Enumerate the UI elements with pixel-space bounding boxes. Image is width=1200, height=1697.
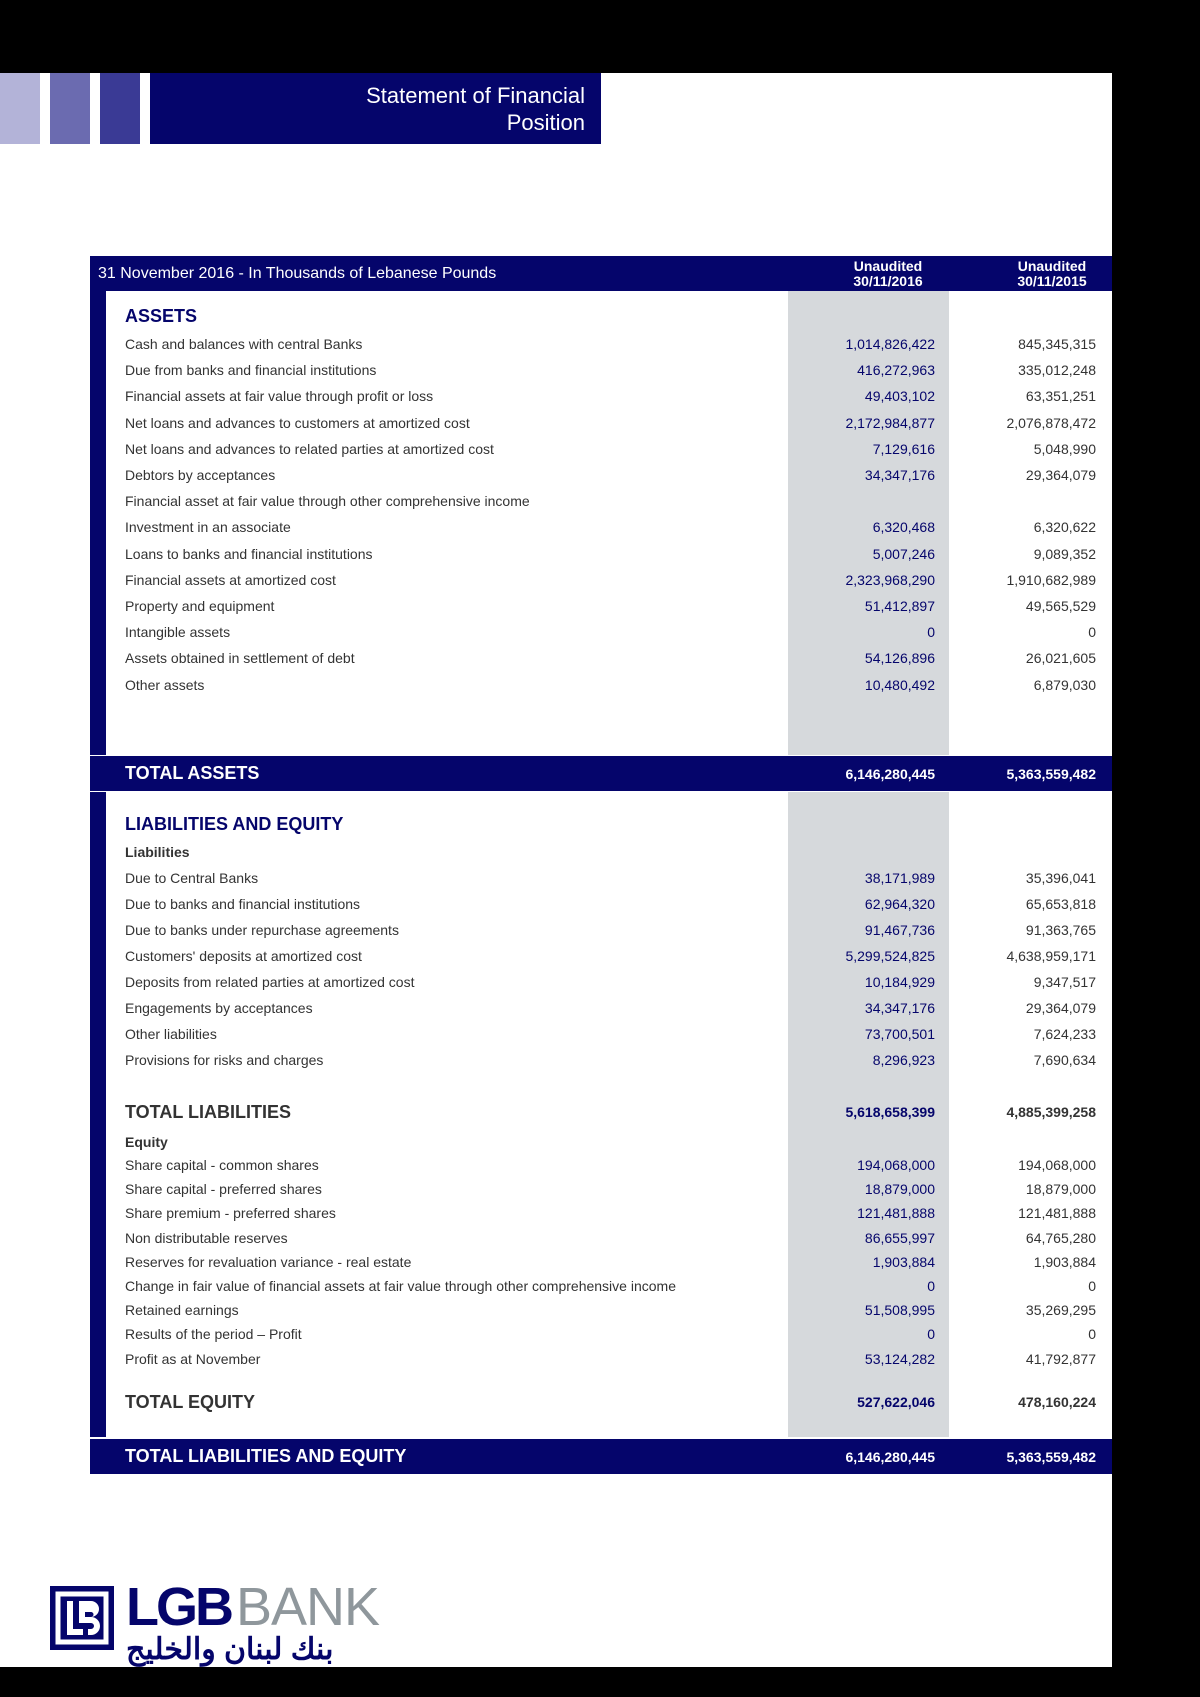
liability-value-2016: 73,700,501 (864, 1026, 935, 1042)
equity-row (0, 1302, 1112, 1326)
asset-value-2016: 6,320,468 (872, 519, 935, 536)
asset-value-2015: 335,012,248 (1018, 362, 1096, 379)
asset-label: Financial asset at fair value through other comprehensive income (125, 493, 530, 510)
equity-value-2016: 51,508,995 (864, 1302, 935, 1319)
liability-value-2015: 9,347,517 (1033, 974, 1096, 990)
equity-value-2015: 35,269,295 (1025, 1302, 1096, 1319)
logo-bank-text: BANK (236, 1577, 380, 1637)
asset-label: Other assets (125, 676, 205, 693)
asset-label: Cash and balances with central Banks (125, 336, 363, 352)
liability-row (0, 1000, 1112, 1024)
equity-row (0, 1254, 1112, 1278)
asset-label: Intangible assets (125, 624, 231, 641)
liability-label: Other liabilities (125, 1026, 217, 1042)
lgb-bank-logo (50, 1577, 390, 1667)
equity-row (0, 1205, 1112, 1229)
total-equity-row (0, 1392, 1112, 1416)
asset-value-2016: 54,126,896 (864, 650, 935, 667)
liability-value-2016: 10,184,929 (864, 974, 935, 990)
equity-value-2016: 53,124,282 (864, 1350, 935, 1367)
equity-value-2015: 64,765,280 (1025, 1229, 1096, 1246)
column-header-2015-status: Unaudited (1017, 258, 1087, 274)
asset-value-2015: 2,076,878,472 (1006, 414, 1096, 431)
liability-label: Engagements by acceptances (125, 1000, 313, 1016)
asset-row (0, 362, 1112, 386)
asset-row (0, 415, 1112, 439)
asset-value-2015: 6,879,030 (1033, 676, 1096, 693)
equity-value-2015: 0 (1088, 1326, 1096, 1343)
assets-heading: ASSETS (125, 306, 198, 326)
total-assets-2016: 6,146,280,445 (845, 766, 935, 782)
liability-value-2015: 7,690,634 (1033, 1052, 1096, 1068)
liability-row (0, 974, 1112, 998)
column-header-2016-date: 30/11/2016 (853, 273, 923, 289)
liability-label: Deposits from related parties at amortized cost (125, 974, 415, 990)
asset-value-2015: 5,048,990 (1033, 440, 1096, 457)
equity-value-2016: 194,068,000 (857, 1157, 935, 1173)
liability-value-2016: 34,347,176 (864, 1000, 935, 1016)
liability-value-2016: 62,964,320 (864, 896, 935, 912)
liability-row (0, 870, 1112, 894)
liability-value-2016: 5,299,524,825 (845, 948, 935, 964)
liability-value-2016: 8,296,923 (872, 1052, 935, 1068)
asset-label: Property and equipment (125, 598, 275, 614)
liability-value-2015: 65,653,818 (1025, 896, 1096, 912)
liability-label: Due to Central Banks (125, 870, 259, 886)
asset-label: Financial assets at amortized cost (125, 571, 336, 588)
asset-label: Investment in an associate (125, 519, 291, 536)
equity-value-2016: 1,903,884 (872, 1253, 935, 1270)
liability-value-2016: 38,171,989 (864, 870, 935, 886)
asset-value-2016: 34,347,176 (864, 467, 935, 483)
equity-label: Results of the period – Profit (125, 1326, 302, 1343)
total-assets-row (90, 756, 1112, 791)
equity-row (0, 1230, 1112, 1254)
asset-value-2016: 7,129,616 (872, 440, 935, 457)
logo-lgb-text: LGB (126, 1577, 231, 1637)
total-equity-2015: 478,160,224 (1018, 1394, 1096, 1410)
asset-row (0, 467, 1112, 491)
asset-value-2015: 6,320,622 (1033, 519, 1096, 536)
asset-label: Net loans and advances to related parties at amortized cost (125, 440, 494, 457)
equity-subheading: Equity (125, 1134, 168, 1150)
asset-value-2015: 845,345,315 (1018, 336, 1096, 352)
decor-square-light (0, 73, 40, 144)
equity-label: Retained earnings (125, 1302, 239, 1319)
total-liabilities-equity-label: TOTAL LIABILITIES AND EQUITY (125, 1446, 407, 1466)
asset-value-2016: 10,480,492 (864, 676, 935, 693)
equity-value-2016: 18,879,000 (864, 1181, 935, 1198)
asset-label: Loans to banks and financial institutions (125, 545, 373, 562)
equity-label: Reserves for revaluation variance - real estate (125, 1253, 412, 1270)
liability-value-2015: 4,638,959,171 (1006, 948, 1096, 964)
column-header-2015-date: 30/11/2015 (1017, 273, 1087, 289)
asset-row (0, 677, 1112, 701)
equity-row (0, 1157, 1112, 1181)
asset-value-2015: 1,910,682,989 (1006, 571, 1096, 588)
total-liabilities-row (0, 1102, 1112, 1126)
total-equity-2016: 527,622,046 (857, 1394, 935, 1410)
equity-row (0, 1181, 1112, 1205)
liability-label: Due to banks under repurchase agreements (125, 922, 399, 938)
asset-row (0, 441, 1112, 465)
asset-value-2015: 29,364,079 (1025, 467, 1096, 483)
equity-value-2015: 18,879,000 (1025, 1181, 1096, 1198)
liability-label: Customers' deposits at amortized cost (125, 948, 362, 964)
header-period-label: 31 November 2016 - In Thousands of Lebanese Pounds (98, 265, 497, 282)
asset-value-2016: 2,172,984,877 (845, 414, 935, 431)
statement-title (150, 73, 601, 144)
equity-label: Profit as at November (125, 1350, 261, 1367)
asset-value-2015: 9,089,352 (1033, 545, 1096, 562)
asset-label: Debtors by acceptances (125, 467, 276, 483)
asset-value-2015: 0 (1088, 624, 1096, 641)
decor-square-dark (100, 73, 140, 144)
asset-label: Net loans and advances to customers at amortized cost (125, 414, 470, 431)
asset-label: Due from banks and financial institutions (125, 362, 377, 379)
asset-label: Financial assets at fair value through profit or loss (125, 388, 434, 405)
liability-row (0, 948, 1112, 972)
lgb-monogram-icon (50, 1586, 114, 1650)
liability-value-2015: 91,363,765 (1025, 922, 1096, 938)
liability-value-2015: 7,624,233 (1033, 1026, 1096, 1042)
liability-row (0, 922, 1112, 946)
logo-arabic-text: بنك لبنان والخليج (126, 1633, 334, 1666)
asset-row (0, 493, 1112, 517)
total-liabilities-equity-2016: 6,146,280,445 (845, 1449, 935, 1465)
equity-row (0, 1326, 1112, 1350)
liability-row (0, 1026, 1112, 1050)
equity-value-2015: 121,481,888 (1018, 1205, 1096, 1222)
equity-label: Share premium - preferred shares (125, 1205, 336, 1222)
liability-value-2015: 29,364,079 (1025, 1000, 1096, 1016)
total-assets-2015: 5,363,559,482 (1006, 766, 1096, 782)
total-equity-label: TOTAL EQUITY (125, 1392, 256, 1412)
total-liabilities-2015: 4,885,399,258 (1006, 1104, 1096, 1120)
statement-title-line1: Statement of Financial (366, 83, 585, 108)
liabilities-subheading: Liabilities (125, 844, 190, 860)
asset-value-2016: 0 (927, 624, 935, 641)
asset-value-2016: 49,403,102 (864, 388, 935, 405)
asset-row (0, 598, 1112, 622)
liability-value-2015: 35,396,041 (1025, 870, 1096, 886)
liability-label: Due to banks and financial institutions (125, 896, 361, 912)
asset-row (0, 336, 1112, 360)
liability-row (0, 896, 1112, 920)
asset-row (0, 650, 1112, 674)
total-liabilities-label: TOTAL LIABILITIES (125, 1102, 291, 1122)
equity-value-2015: 0 (1088, 1278, 1096, 1294)
equity-label: Share capital - common shares (125, 1157, 319, 1173)
liability-value-2016: 91,467,736 (864, 922, 935, 938)
liabilities-equity-heading: LIABILITIES AND EQUITY (125, 814, 344, 834)
equity-label: Non distributable reserves (125, 1229, 288, 1246)
asset-value-2016: 51,412,897 (864, 598, 935, 614)
decor-square-medium (50, 73, 90, 144)
asset-value-2016: 416,272,963 (857, 362, 935, 379)
liability-label: Provisions for risks and charges (125, 1052, 324, 1068)
column-header-2016 (813, 259, 963, 289)
total-liabilities-equity-row (90, 1439, 1112, 1474)
column-header-2015 (977, 259, 1112, 289)
equity-label: Share capital - preferred shares (125, 1181, 322, 1198)
equity-value-2015: 1,903,884 (1033, 1253, 1096, 1270)
asset-row (0, 572, 1112, 596)
equity-value-2016: 0 (927, 1326, 935, 1343)
column-header-2016-status: Unaudited (853, 258, 923, 274)
asset-value-2015: 26,021,605 (1025, 650, 1096, 667)
asset-row (0, 624, 1112, 648)
asset-value-2016: 5,007,246 (872, 545, 935, 562)
statement-title-line2: Position (506, 110, 585, 135)
asset-row (0, 388, 1112, 412)
equity-label: Change in fair value of financial assets at fair value through other comprehensive income (125, 1278, 676, 1294)
asset-value-2015: 63,351,251 (1025, 388, 1096, 405)
asset-value-2016: 2,323,968,290 (845, 571, 935, 588)
asset-row (0, 546, 1112, 570)
total-liabilities-2016: 5,618,658,399 (845, 1104, 935, 1120)
equity-value-2015: 194,068,000 (1018, 1157, 1096, 1173)
asset-label: Assets obtained in settlement of debt (125, 650, 355, 667)
equity-value-2016: 0 (927, 1278, 935, 1294)
equity-value-2016: 86,655,997 (864, 1229, 935, 1246)
document-page (0, 73, 1112, 1667)
equity-value-2016: 121,481,888 (857, 1205, 935, 1222)
total-assets-label: TOTAL ASSETS (125, 763, 260, 783)
table-header (90, 256, 1112, 291)
asset-row (0, 519, 1112, 543)
equity-value-2015: 41,792,877 (1025, 1350, 1096, 1367)
asset-value-2016: 1,014,826,422 (845, 336, 935, 352)
asset-value-2015: 49,565,529 (1025, 598, 1096, 614)
liability-row (0, 1052, 1112, 1076)
equity-row (0, 1278, 1112, 1302)
total-liabilities-equity-2015: 5,363,559,482 (1006, 1449, 1096, 1465)
equity-row (0, 1351, 1112, 1375)
